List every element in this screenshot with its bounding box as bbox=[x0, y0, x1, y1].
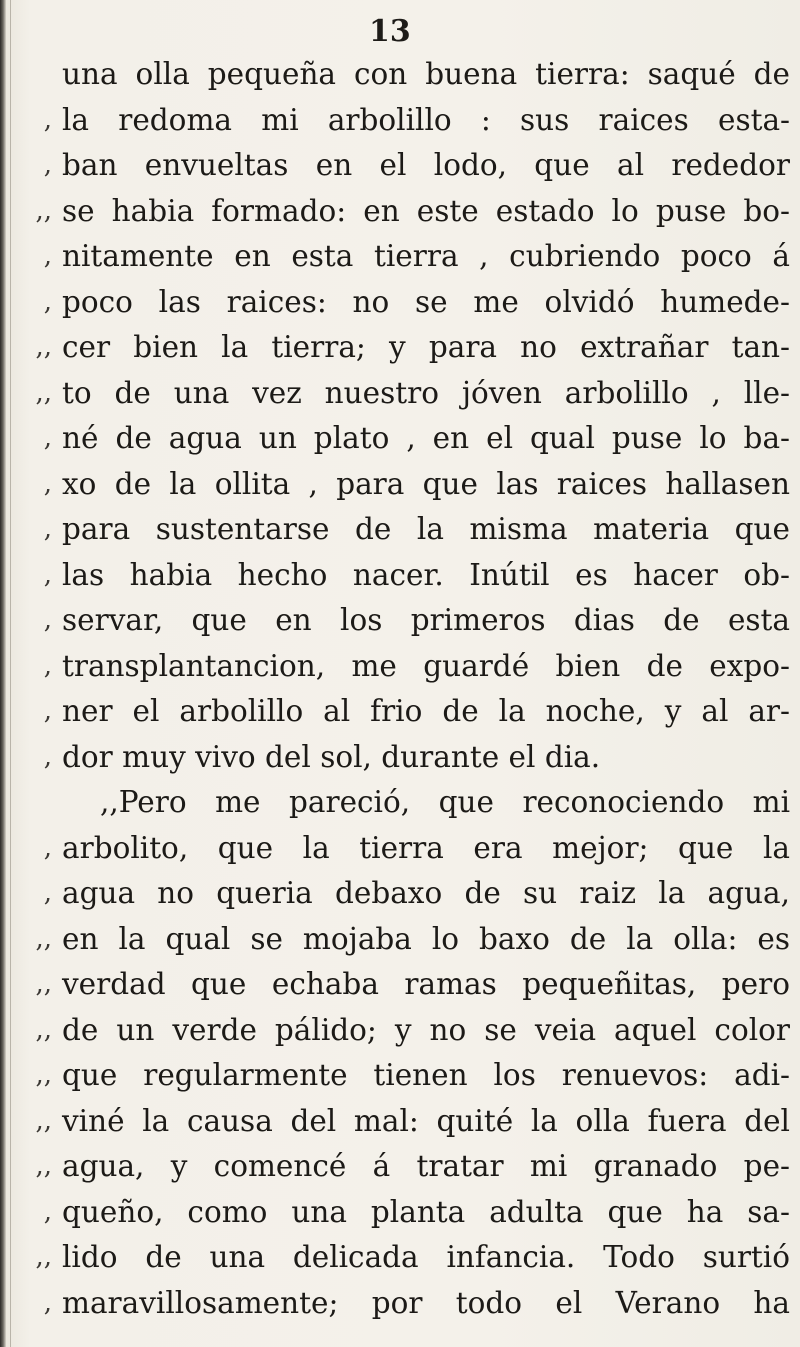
text-line bbox=[0, 416, 800, 462]
line-text: en la qual se mojaba lo baxo de la olla: es bbox=[62, 921, 790, 956]
line-text: la redoma mi arbolillo : sus raices esta- bbox=[62, 102, 790, 137]
text-line bbox=[0, 1099, 800, 1145]
text-line bbox=[0, 1281, 800, 1327]
text-line bbox=[0, 1144, 800, 1190]
text-line bbox=[0, 371, 800, 417]
line-text: verdad que echaba ramas pequeñitas, pero bbox=[62, 967, 790, 1001]
quote-marker: ,, bbox=[35, 1105, 52, 1136]
text-line bbox=[0, 1235, 800, 1281]
line-text: dor muy vivo del sol, durante el dia. bbox=[62, 739, 601, 774]
line-text: lido de una delicada infancia. Todo surtió bbox=[62, 1240, 790, 1274]
line-text: ban envueltas en el lodo, que al rededor bbox=[62, 148, 790, 182]
line-text: agua, y comencé á tratar mi granado pe- bbox=[62, 1149, 790, 1183]
line-text: servar, que en los primeros dias de esta bbox=[62, 603, 790, 637]
text-line bbox=[0, 598, 800, 644]
text-line bbox=[0, 143, 800, 189]
text-line bbox=[0, 98, 800, 144]
quote-marker: , bbox=[43, 468, 52, 499]
quote-marker: , bbox=[43, 1287, 52, 1318]
line-text: queño, como una planta adulta que ha sa- bbox=[62, 1194, 790, 1229]
line-text: cer bien la tierra; y para no extrañar tan- bbox=[62, 330, 790, 364]
text-line bbox=[0, 280, 800, 326]
line-text: né de agua un plato , en el qual puse lo ba- bbox=[62, 421, 790, 455]
quote-marker: , bbox=[43, 832, 52, 863]
text-line bbox=[0, 189, 800, 235]
line-text: para sustentarse de la misma materia que bbox=[62, 512, 790, 546]
text-line bbox=[0, 871, 800, 917]
quote-marker: ,, bbox=[35, 1242, 52, 1272]
page-number: 13 bbox=[369, 14, 411, 49]
line-text: xo de la ollita , para que las raices hallasen bbox=[62, 466, 790, 501]
quote-marker: , bbox=[43, 559, 52, 590]
quote-marker: , bbox=[43, 241, 52, 271]
text-line bbox=[0, 52, 800, 98]
line-text: ner el arbolillo al frio de la noche, y al ar- bbox=[62, 694, 790, 728]
line-text: ,,Pero me pareció, que reconociendo mi bbox=[100, 785, 790, 819]
body-text bbox=[0, 52, 800, 1326]
quote-marker: , bbox=[43, 286, 52, 317]
line-text: to de una vez nuestro jóven arbolillo , lle- bbox=[62, 375, 790, 410]
quote-marker: , bbox=[43, 514, 52, 544]
quote-marker: , bbox=[43, 741, 52, 772]
quote-marker: ,, bbox=[35, 1014, 52, 1045]
text-line bbox=[0, 462, 800, 508]
text-line bbox=[0, 1053, 800, 1099]
quote-marker: , bbox=[43, 650, 52, 681]
quote-marker: ,, bbox=[35, 332, 52, 362]
line-text: arbolito, que la tierra era mejor; que la bbox=[62, 830, 790, 865]
quote-marker: ,, bbox=[35, 195, 52, 226]
text-line bbox=[0, 735, 800, 781]
line-text: las habia hecho nacer. Inútil es hacer ob- bbox=[62, 557, 790, 592]
line-text: maravillosamente; por todo el Verano ha bbox=[62, 1285, 790, 1320]
quote-marker: , bbox=[43, 1196, 52, 1227]
text-line bbox=[0, 553, 800, 599]
text-line bbox=[0, 962, 800, 1008]
quote-marker: , bbox=[43, 150, 52, 180]
text-line bbox=[0, 644, 800, 690]
text-line bbox=[0, 325, 800, 371]
quote-marker: ,, bbox=[35, 1060, 52, 1090]
text-line bbox=[0, 1190, 800, 1236]
line-text: se habia formado: en este estado lo puse bo- bbox=[62, 193, 790, 228]
line-text: nitamente en esta tierra , cubriendo poco á bbox=[62, 239, 790, 273]
quote-marker: , bbox=[43, 104, 52, 135]
quote-marker: , bbox=[43, 878, 52, 908]
line-text: que regularmente tienen los renuevos: adi- bbox=[62, 1058, 790, 1092]
line-text: viné la causa del mal: quité la olla fuera del bbox=[62, 1103, 790, 1138]
text-line bbox=[0, 780, 800, 826]
quote-marker: , bbox=[43, 423, 52, 453]
quote-marker: ,, bbox=[35, 377, 52, 408]
text-line bbox=[0, 917, 800, 963]
text-line bbox=[0, 826, 800, 872]
line-text: agua no queria debaxo de su raiz la agua, bbox=[62, 876, 790, 910]
line-text: una olla pequeña con buena tierra: saqué de bbox=[62, 57, 790, 91]
text-line bbox=[0, 1008, 800, 1054]
quote-marker: ,, bbox=[35, 969, 52, 999]
quote-marker: ,, bbox=[35, 1151, 52, 1181]
text-line bbox=[0, 507, 800, 553]
quote-marker: ,, bbox=[35, 923, 52, 954]
line-text: poco las raices: no se me olvidó humede- bbox=[62, 284, 790, 319]
line-text: de un verde pálido; y no se veia aquel color bbox=[62, 1012, 790, 1047]
text-line bbox=[0, 689, 800, 735]
quote-marker: , bbox=[43, 696, 52, 726]
text-line bbox=[0, 234, 800, 280]
line-text: transplantancion, me guardé bien de expo- bbox=[62, 648, 790, 683]
quote-marker: , bbox=[43, 605, 52, 635]
